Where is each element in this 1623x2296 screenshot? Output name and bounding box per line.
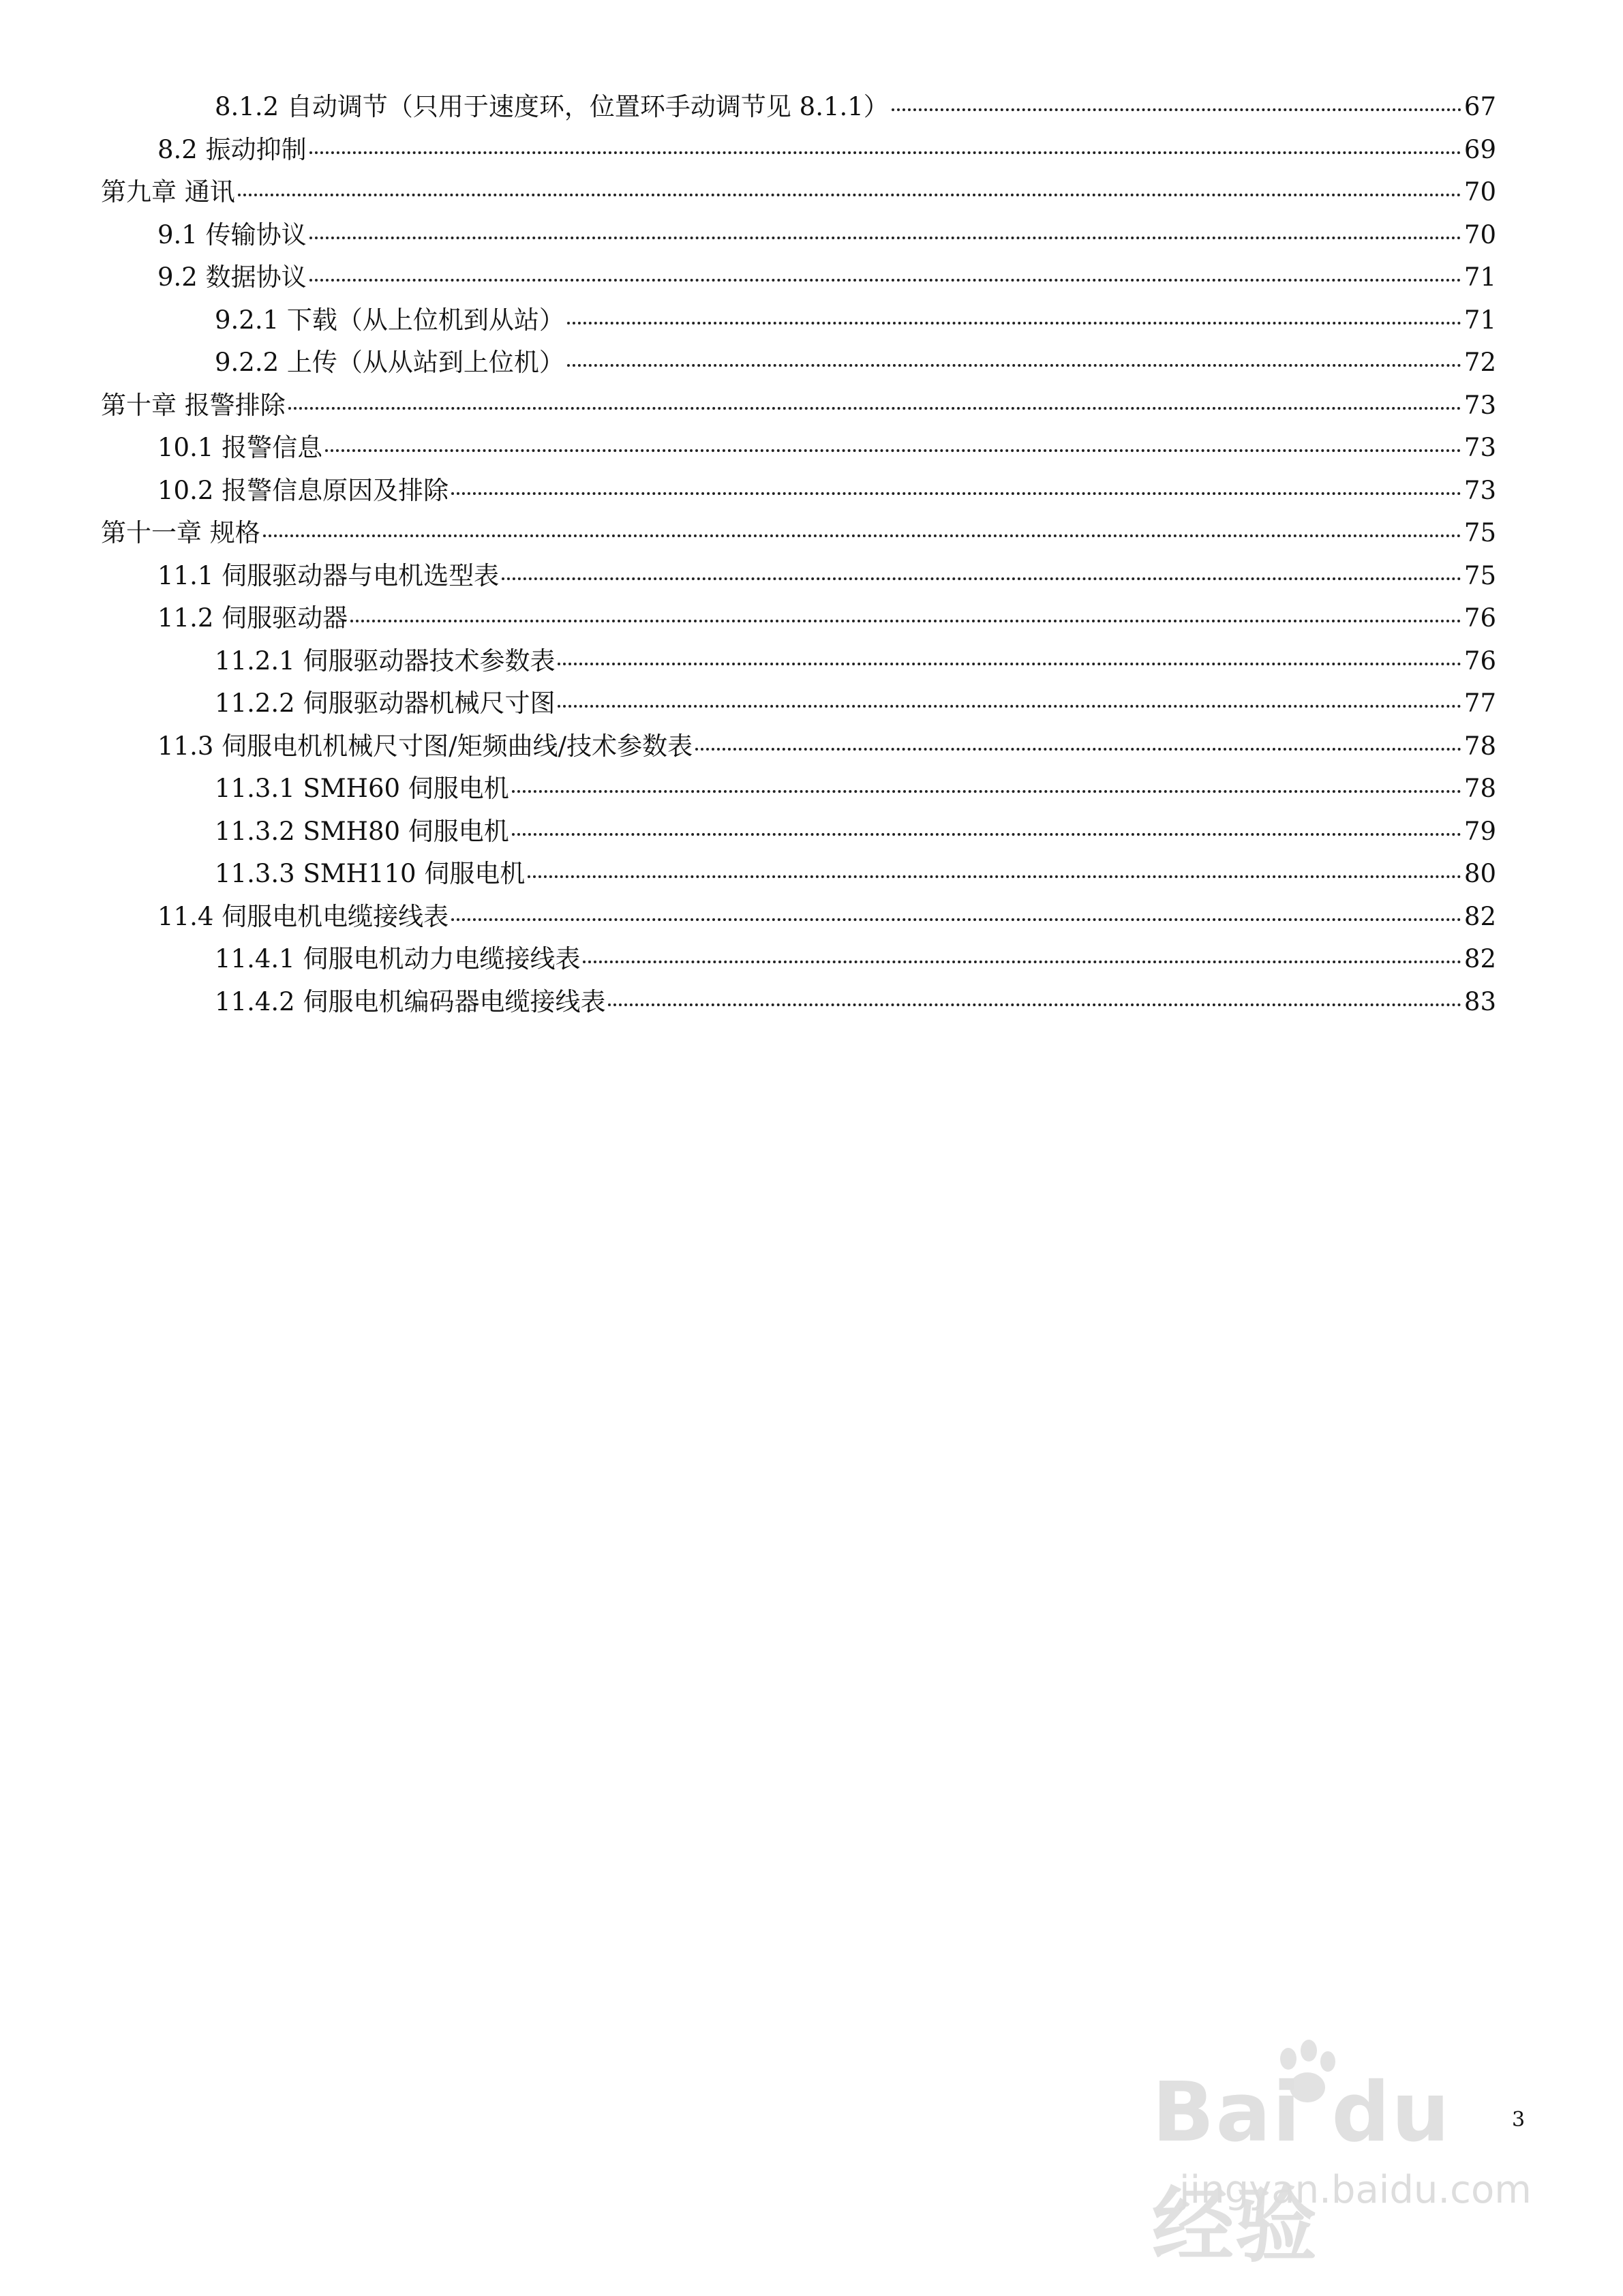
- toc-entry[interactable]: [157, 725, 1496, 768]
- toc-entry[interactable]: [101, 512, 1496, 554]
- toc-dot-leader: [567, 322, 1461, 324]
- toc-dot-leader: [263, 534, 1461, 537]
- toc-dot-leader: [512, 833, 1461, 836]
- toc-entry-page: 69: [1463, 134, 1496, 164]
- toc-entry-title: 11.1 伺服驱动器与电机选型表: [157, 560, 500, 590]
- toc-entry-page: 82: [1463, 944, 1496, 973]
- toc-entry[interactable]: [157, 214, 1496, 256]
- toc-entry-title: 11.4.1 伺服电机动力电缆接线表: [215, 944, 581, 973]
- toc-entry-page: 78: [1463, 774, 1496, 803]
- toc-dot-leader: [502, 577, 1461, 580]
- toc-dot-leader: [558, 663, 1461, 665]
- toc-entry-page: 75: [1463, 518, 1496, 547]
- page-number: 3: [1512, 2108, 1526, 2132]
- toc-entry-page: 75: [1463, 560, 1496, 590]
- toc-entry-page: 73: [1463, 433, 1496, 462]
- toc-entry-page: 71: [1463, 262, 1496, 292]
- toc-entry-title: 第十章 报警排除: [101, 390, 286, 420]
- toc-entry-page: 83: [1463, 986, 1496, 1016]
- toc-entry-page: 76: [1463, 646, 1496, 676]
- toc-dot-leader: [558, 705, 1461, 708]
- watermark-url: jingyan.baidu.com: [1179, 2168, 1532, 2212]
- toc-entry-page: 80: [1463, 859, 1496, 888]
- toc-entry-title: 11.3.2 SMH80 伺服电机: [215, 816, 509, 846]
- toc-entry-page: 73: [1463, 475, 1496, 505]
- toc-entry[interactable]: [215, 853, 1496, 895]
- toc-entry-title: 8.1.2 自动调节（只用于速度环，位置环手动调节见 8.1.1）: [215, 92, 889, 121]
- toc-entry-title: 9.2.2 上传（从从站到上位机）: [215, 348, 564, 377]
- toc-entry-title: 11.3.1 SMH60 伺服电机: [215, 774, 509, 803]
- toc-entry[interactable]: [215, 682, 1496, 725]
- toc-dot-leader: [892, 108, 1461, 111]
- toc-dot-leader: [512, 790, 1461, 793]
- toc-entry[interactable]: [157, 256, 1496, 299]
- toc-entry-page: 73: [1463, 390, 1496, 420]
- toc-dot-leader: [309, 237, 1461, 239]
- toc-entry-title: 10.1 报警信息: [157, 433, 323, 462]
- toc-dot-leader: [350, 620, 1461, 622]
- toc-entry-title: 11.2.1 伺服驱动器技术参数表: [215, 646, 556, 676]
- toc-entry[interactable]: [215, 342, 1496, 384]
- baidu-jingyan-watermark: [1152, 2038, 1534, 2274]
- toc-entry-title: 9.2.1 下载（从上位机到从站）: [215, 305, 564, 335]
- watermark-brand: Bai du 经验: [1152, 2066, 1451, 2274]
- toc-entry-title: 11.4.2 伺服电机编码器电缆接线表: [215, 986, 606, 1016]
- toc-entry-title: 11.3 伺服电机机械尺寸图/矩频曲线/技术参数表: [157, 731, 693, 761]
- toc-entry[interactable]: [215, 768, 1496, 810]
- toc-entry-title: 第九章 通讯: [101, 177, 235, 207]
- toc-entry-title: 10.2 报警信息原因及排除: [157, 475, 449, 505]
- toc-dot-leader: [451, 918, 1461, 921]
- toc-entry-title: 9.2 数据协议: [157, 262, 307, 292]
- toc-dot-leader: [695, 748, 1461, 751]
- toc-entry[interactable]: [215, 811, 1496, 853]
- toc-entry-page: 77: [1463, 689, 1496, 718]
- toc-dot-leader: [583, 961, 1461, 963]
- toc-entry-title: 第十一章 规格: [101, 518, 260, 547]
- toc-entry[interactable]: [215, 981, 1496, 1023]
- toc-entry-page: 72: [1463, 348, 1496, 377]
- toc-entry-page: 78: [1463, 731, 1496, 761]
- toc-entry[interactable]: [157, 896, 1496, 938]
- toc-entry-title: 11.2 伺服驱动器: [157, 603, 348, 633]
- toc-entry[interactable]: [101, 384, 1496, 427]
- toc-entry[interactable]: [157, 470, 1496, 512]
- toc-entry[interactable]: [157, 555, 1496, 597]
- toc-entry[interactable]: [101, 171, 1496, 213]
- toc-dot-leader: [325, 449, 1461, 452]
- toc-dot-leader: [567, 364, 1461, 367]
- toc-entry-title: 9.1 传输协议: [157, 220, 307, 250]
- toc-entry-title: 11.3.3 SMH110 伺服电机: [215, 859, 526, 888]
- toc-entry-page: 70: [1463, 220, 1496, 250]
- toc-entry-title: 11.4 伺服电机电缆接线表: [157, 901, 449, 931]
- toc-entry-page: 67: [1463, 92, 1496, 121]
- toc-entry-page: 70: [1463, 177, 1496, 207]
- toc-entry-title: 11.2.2 伺服驱动器机械尺寸图: [215, 689, 556, 718]
- toc-entry-page: 82: [1463, 901, 1496, 931]
- toc-dot-leader: [608, 1003, 1461, 1006]
- toc-entry-title: 8.2 振动抑制: [157, 134, 307, 164]
- toc-entry-page: 71: [1463, 305, 1496, 335]
- toc-entry[interactable]: [157, 129, 1496, 171]
- toc-dot-leader: [238, 194, 1461, 196]
- toc-dot-leader: [528, 875, 1461, 878]
- toc-entry[interactable]: [215, 86, 1496, 128]
- toc-entry[interactable]: [215, 640, 1496, 682]
- toc-dot-leader: [309, 279, 1461, 282]
- toc-entry-page: 76: [1463, 603, 1496, 633]
- toc-entry[interactable]: [157, 427, 1496, 469]
- toc-dot-leader: [309, 151, 1461, 154]
- toc-entry[interactable]: [215, 938, 1496, 980]
- toc-entry-page: 79: [1463, 816, 1496, 846]
- toc-dot-leader: [451, 492, 1461, 495]
- toc-entry[interactable]: [157, 597, 1496, 639]
- toc-entry[interactable]: [215, 299, 1496, 342]
- toc-dot-leader: [288, 407, 1461, 410]
